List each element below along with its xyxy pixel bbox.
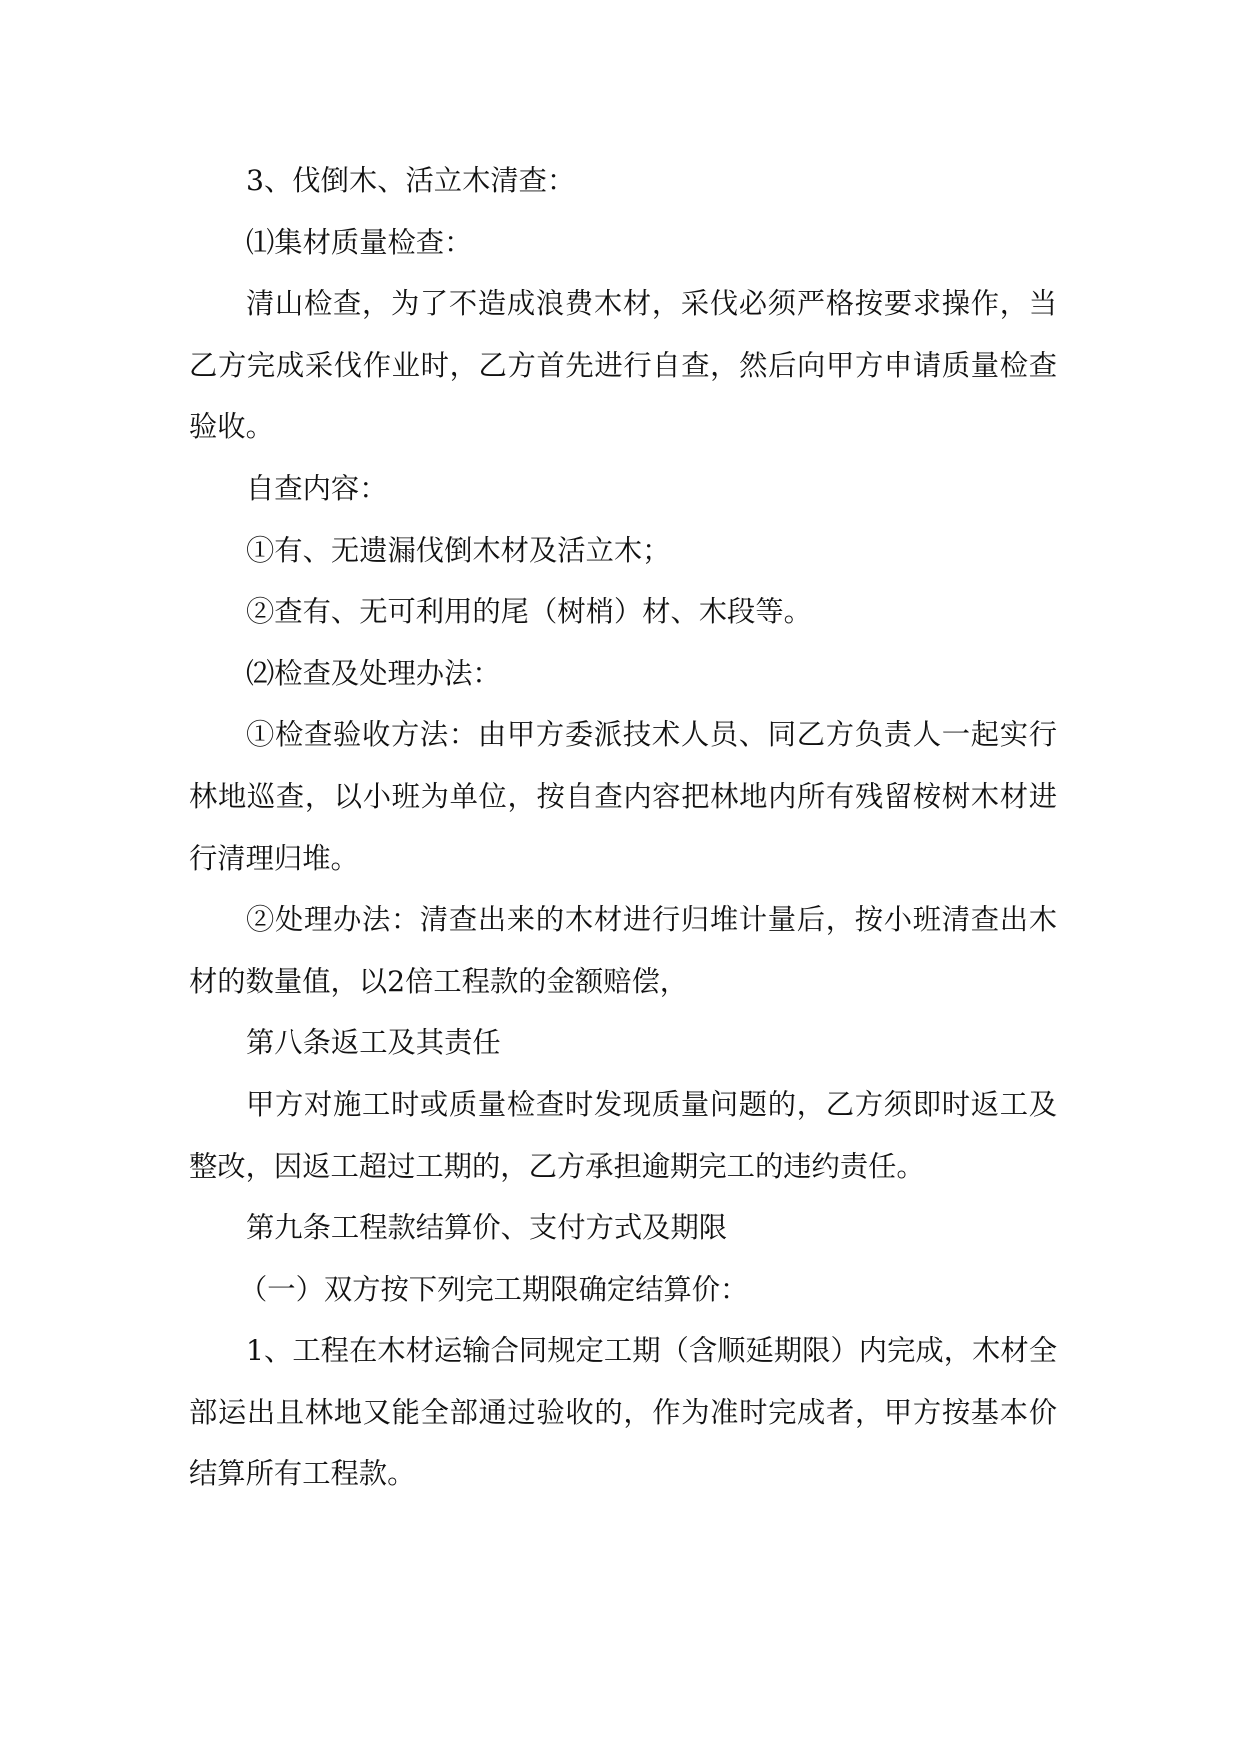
paragraph-rework-responsibility: 甲方对施工时或质量检查时发现质量问题的，乙方须即时返工及整改，因返工超过工期的，乙方承担逾期完工的违约责任。: [189, 1087, 1057, 1183]
subsection-heading-inspection-handling: ⑵检查及处理办法：: [246, 656, 501, 690]
paragraph-inspection-method: ①检查验收方法：由甲方委派技术人员、同乙方负责人一起实行林地巡查，以小班为单位，按自查内容把林地内所有残留桉树木材进行清理归堆。: [189, 718, 1057, 875]
list-item-self-check-2: ②查有、无可利用的尾（树梢）材、木段等。: [246, 595, 812, 629]
article-heading-9: 第九条工程款结算价、支付方式及期限: [246, 1211, 728, 1245]
subsection-heading-quality-check: ⑴集材质量检查：: [246, 225, 473, 259]
list-item-self-check-1: ①有、无遗漏伐倒木材及活立木；: [246, 533, 671, 567]
subsection-heading-settlement-price: （一）双方按下列完工期限确定结算价：: [239, 1272, 749, 1306]
paragraph-settlement-item-1: 1、工程在木材运输合同规定工期（含顺延期限）内完成，木材全部运出且林地又能全部通过验收的，作为准时完成者，甲方按基本价结算所有工程款。: [189, 1334, 1057, 1491]
document-body: [189, 150, 1057, 1505]
paragraph-clearing-inspection: 清山检查，为了不造成浪费木材，采伐必须严格按要求操作，当乙方完成采伐作业时，乙方首先进行自查，然后向甲方申请质量检查验收。: [189, 287, 1057, 444]
paragraph-self-check-heading: 自查内容：: [246, 471, 388, 505]
article-heading-8: 第八条返工及其责任: [246, 1026, 501, 1060]
section-heading-felled-timber-check: 3、伐倒木、活立木清查：: [246, 164, 576, 197]
paragraph-handling-method: ②处理办法：清查出来的木材进行归堆计量后，按小班清查出木材的数量值，以2倍工程款的金额赔偿，: [189, 903, 1057, 998]
